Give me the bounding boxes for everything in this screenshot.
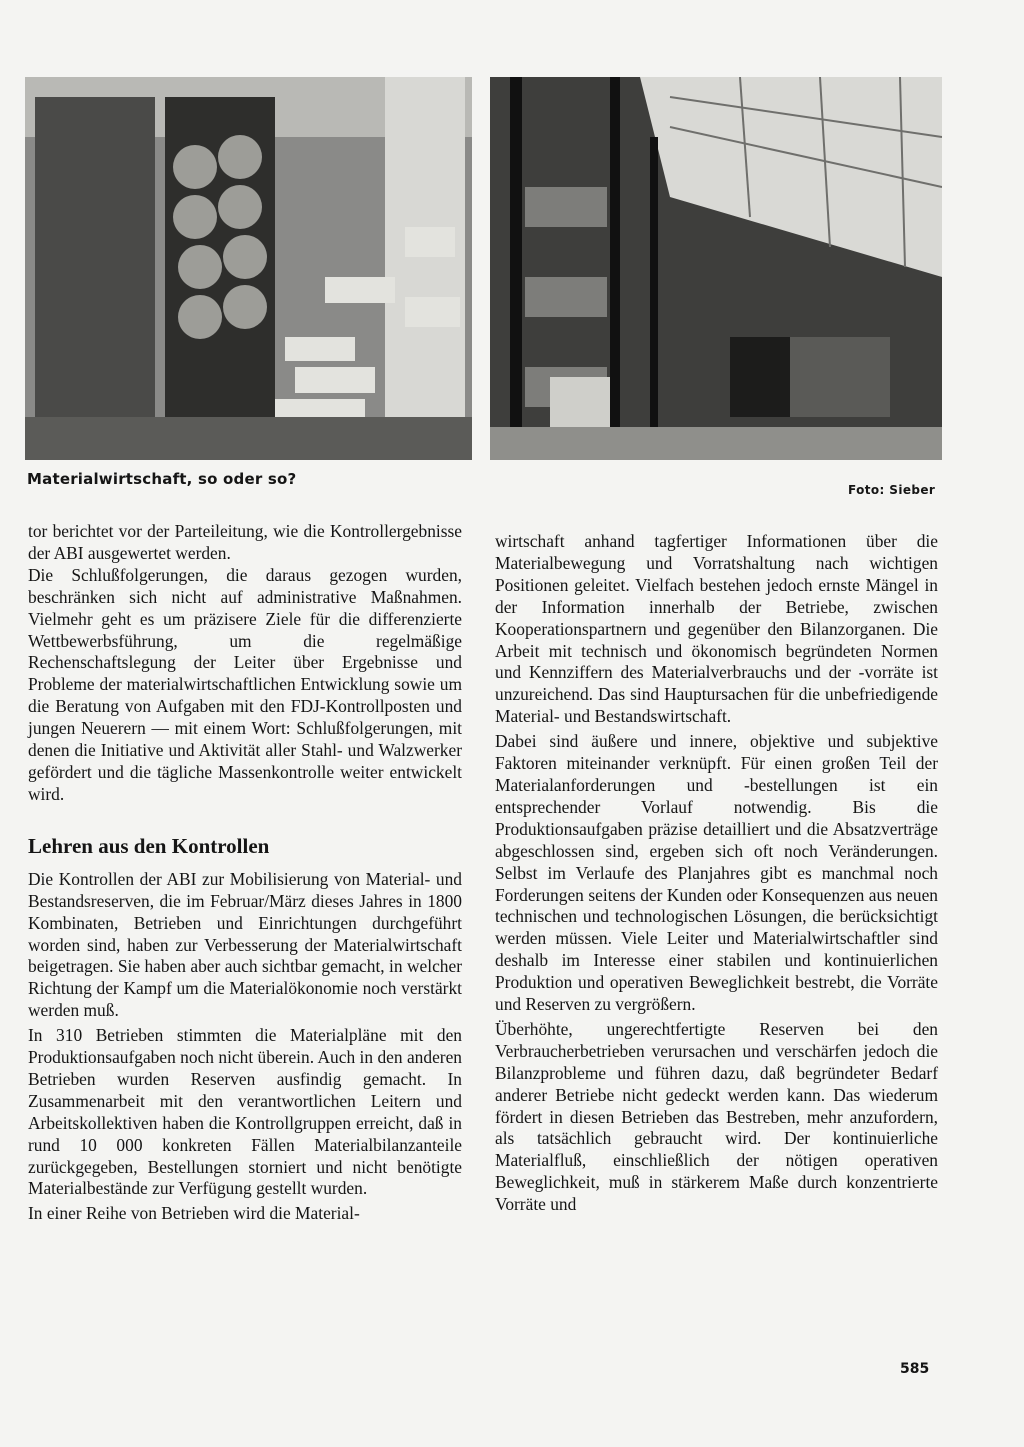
photo-modern-warehouse xyxy=(490,77,942,460)
paragraph: wirtschaft anhand tagfertiger Informationen über die Materialbewegung und Vorratshaltung nach wichtigen Positionen geleitet. Vielfach bestehen jedoch ernste Mängel in der Information innerhalb der Betriebe, zwischen Kooperationspartnern und gegenüber den Bilanzorganen. Die Arbeit mit technisch und ökonomisch begründeten Normen und Kennziffern des Materialverbrauchs und der -vorräte ist unzureichend. Das sind Hauptursachen für die unbefriedigende Material- und Bestandswirtschaft. xyxy=(495,531,938,727)
paragraph: Die Kontrollen der ABI zur Mobilisierung von Material- und Bestandsreserven, die im Februar/März dieses Jahres in 1800 Kombinaten, Betrieben und Einrichtungen durchgeführt worden sind, haben zur Verbesserung der Materialwirtschaft beigetragen. Sie haben aber auch sichtbar gemacht, in welcher Richtung der Kampf um die Materialökonomie noch verstärkt werden muß. xyxy=(28,868,462,1021)
photo-credit: Foto: Sieber xyxy=(848,483,936,497)
page-number: 585 xyxy=(900,1361,930,1377)
paragraph: Überhöhte, ungerechtfertigte Reserven bei den Verbraucherbetrieben verursachen und verschärfen jedoch die Bilanzprobleme und führen dazu, daß begründeter Bedarf anderer Betriebe nicht gedeckt werden kann. Das wiederum fördert in diesen Betrieben das Bestreben, mehr anzufordern, als tatsächlich gebraucht wird. Der kontinuierliche Materialfluß, einschließlich der nötigen operativen Beweglichkeit, muß in stärkerem Maße durch konzentrierte Vorräte und xyxy=(495,1018,938,1215)
paragraph: tor berichtet vor der Parteileitung, wie die Kontrollergebnisse der ABI ausgewertet werden. Die Schlußfolgerungen, die daraus gezogen wurden, beschränken sich nicht auf administrative Maßnahmen. Vielmehr geht es um präzisere Ziele für die differenzierte Wettbewerbsführung, um die regelmäßige Rechenschaftslegung der Leiter über Ergebnisse und Probleme der materialwirtschaftlichen Entwicklung sowie um die Beratung von Aufgaben mit den FDJ-Kontrollposten und jungen Neuerern — mit einem Wort: Schlußfolgerungen, mit denen die Initiative und Aktivität aller Stahl- und Walzwerker gefördert und die tägliche Massenkontrolle weiter entwickelt wird. xyxy=(28,521,462,804)
photo-cluttered-storage xyxy=(25,77,472,460)
section-heading: Lehren aus den Kontrollen xyxy=(28,833,270,858)
paragraph: In 310 Betrieben stimmten die Materialpläne mit den Produktionsaufgaben noch nicht überein. Auch in den anderen Betrieben wurden Reserven ausfindig gemacht. In Zusammenarbeit mit den verantwortlichen Leitern und Arbeitskollektiven haben die Kontrollgruppen erreicht, daß in rund 10 000 konkreten Fällen Materialbilanzanteile zurückgegeben, Bestellungen storniert und nicht benötigte Materialbestände zur Verfügung gestellt wurden. xyxy=(28,1025,462,1199)
right-column xyxy=(495,531,938,1216)
left-column xyxy=(28,521,462,1225)
paragraph: Dabei sind äußere und innere, objektive und subjektive Faktoren miteinander verknüpft. Für einen großen Teil der Materialanforderungen und -bestellungen ist ein entsprechender Vorlauf notwendig. Bis die Produktionsaufgaben präzise detailliert und die Absatzverträge abgeschlossen sind, ergeben sich oft noch Veränderungen. Selbst im Verlaufe des Planjahres gibt es manchmal noch Forderungen seitens der Kunden oder Konsequenzen aus neuen technischen und technologischen Lösungen, die berücksichtigt werden müssen. Viele Leiter und Materialwirtschaftler sind deshalb im Interesse einer stabilen und kontinuierlichen Produktion und operativen Beweglichkeit bestrebt, die Vorräte und Reserven zu vergrößern. xyxy=(495,731,938,1015)
paragraph: In einer Reihe von Betrieben wird die Material- xyxy=(28,1203,360,1224)
figure-caption: Materialwirtschaft, so oder so? xyxy=(27,470,297,488)
